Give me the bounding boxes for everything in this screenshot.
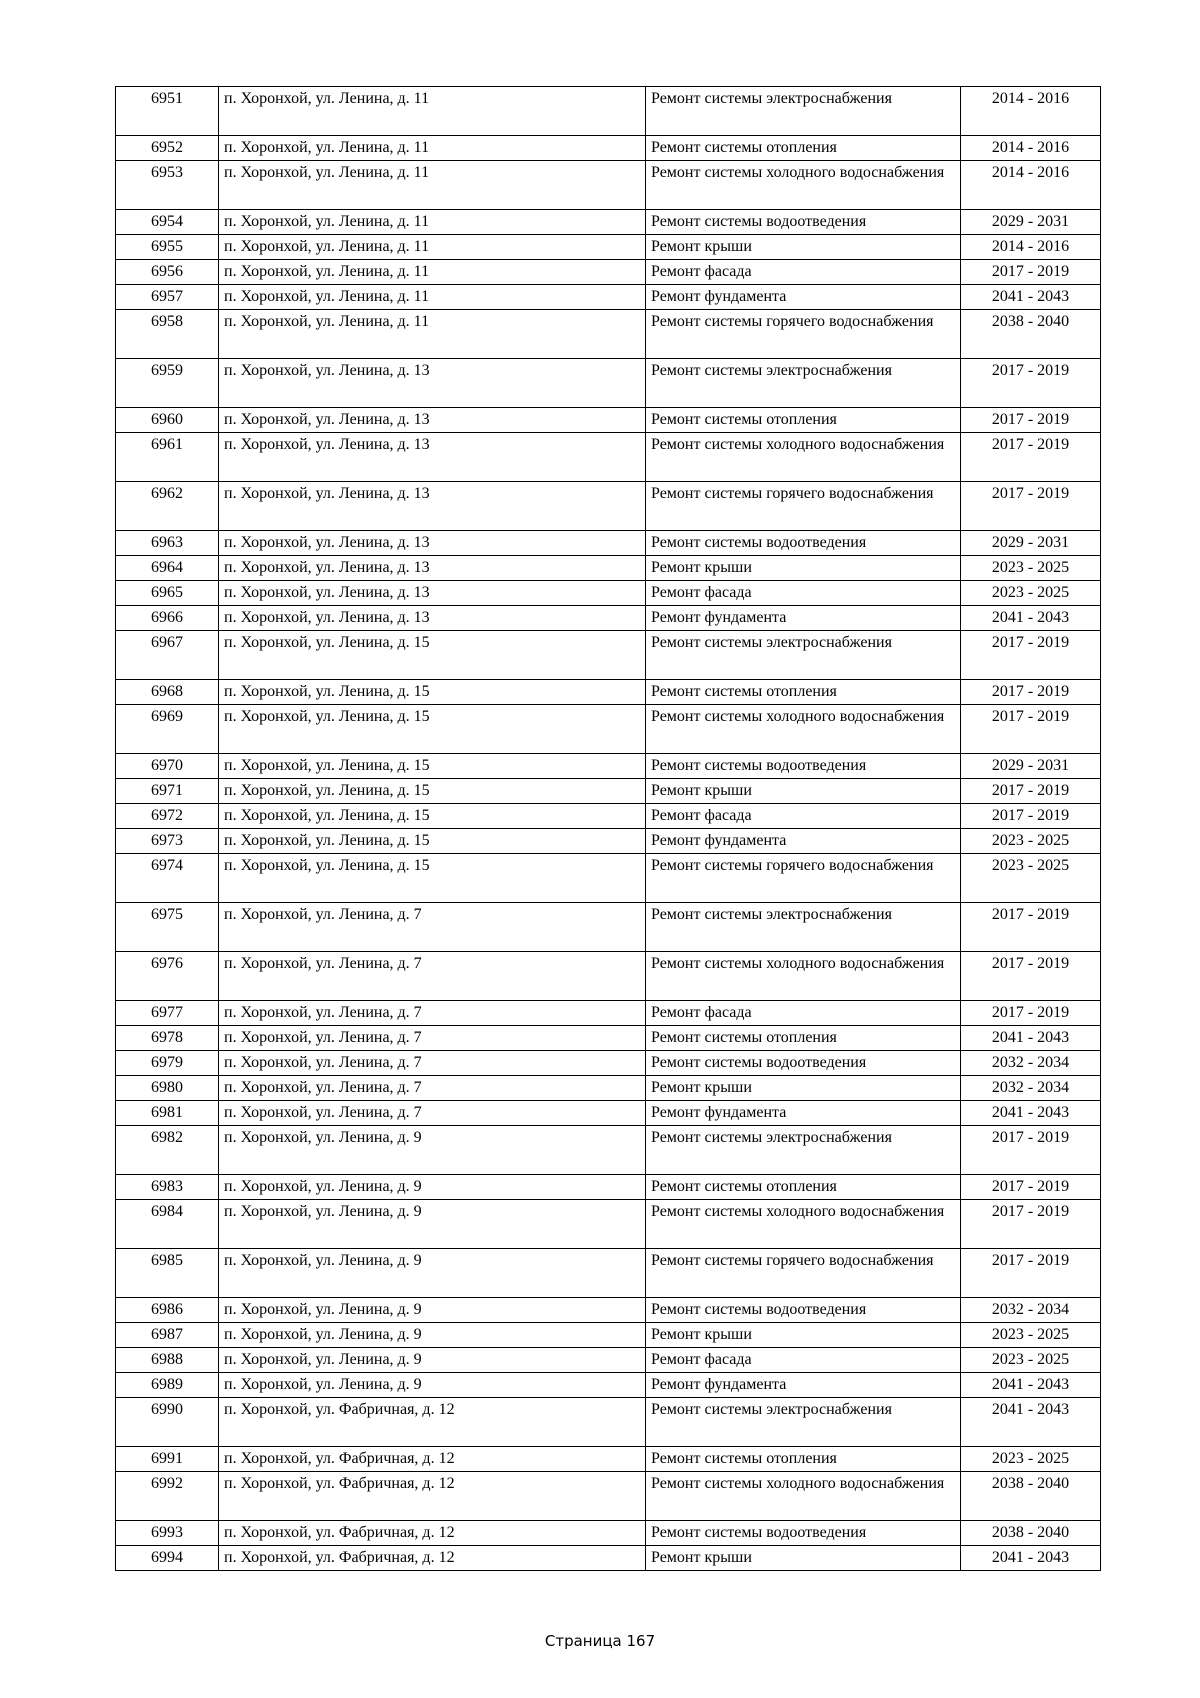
row-number-cell: 6981 bbox=[116, 1101, 219, 1126]
period-cell: 2014 - 2016 bbox=[961, 161, 1101, 210]
table-row bbox=[116, 779, 1101, 804]
period-cell: 2023 - 2025 bbox=[961, 854, 1101, 903]
table-row bbox=[116, 1546, 1101, 1571]
table-row bbox=[116, 581, 1101, 606]
row-number-cell: 6984 bbox=[116, 1200, 219, 1249]
row-number-cell: 6976 bbox=[116, 952, 219, 1001]
period-cell: 2017 - 2019 bbox=[961, 804, 1101, 829]
period-cell: 2014 - 2016 bbox=[961, 87, 1101, 136]
table-row bbox=[116, 1323, 1101, 1348]
address-cell: п. Хоронхой, ул. Ленина, д. 9 bbox=[219, 1249, 646, 1298]
table-row bbox=[116, 359, 1101, 408]
table-row bbox=[116, 433, 1101, 482]
row-number-cell: 6971 bbox=[116, 779, 219, 804]
address-cell: п. Хоронхой, ул. Ленина, д. 15 bbox=[219, 779, 646, 804]
row-number-cell: 6986 bbox=[116, 1298, 219, 1323]
row-number-cell: 6994 bbox=[116, 1546, 219, 1571]
table-row bbox=[116, 1051, 1101, 1076]
table-body bbox=[116, 87, 1101, 1571]
work-type-cell: Ремонт системы электроснабжения bbox=[646, 1126, 961, 1175]
address-cell: п. Хоронхой, ул. Ленина, д. 9 bbox=[219, 1175, 646, 1200]
table-row bbox=[116, 1175, 1101, 1200]
period-cell: 2017 - 2019 bbox=[961, 779, 1101, 804]
address-cell: п. Хоронхой, ул. Ленина, д. 11 bbox=[219, 260, 646, 285]
table-row bbox=[116, 482, 1101, 531]
work-type-cell: Ремонт системы водоотведения bbox=[646, 754, 961, 779]
address-cell: п. Хоронхой, ул. Ленина, д. 11 bbox=[219, 310, 646, 359]
row-number-cell: 6957 bbox=[116, 285, 219, 310]
row-number-cell: 6974 bbox=[116, 854, 219, 903]
work-type-cell: Ремонт системы водоотведения bbox=[646, 1051, 961, 1076]
address-cell: п. Хоронхой, ул. Ленина, д. 15 bbox=[219, 705, 646, 754]
repair-schedule-table bbox=[115, 86, 1101, 1571]
row-number-cell: 6952 bbox=[116, 136, 219, 161]
work-type-cell: Ремонт системы водоотведения bbox=[646, 1521, 961, 1546]
table-row bbox=[116, 556, 1101, 581]
row-number-cell: 6955 bbox=[116, 235, 219, 260]
period-cell: 2023 - 2025 bbox=[961, 556, 1101, 581]
table-row bbox=[116, 235, 1101, 260]
address-cell: п. Хоронхой, ул. Ленина, д. 11 bbox=[219, 161, 646, 210]
period-cell: 2017 - 2019 bbox=[961, 631, 1101, 680]
period-cell: 2017 - 2019 bbox=[961, 1001, 1101, 1026]
work-type-cell: Ремонт крыши bbox=[646, 779, 961, 804]
work-type-cell: Ремонт крыши bbox=[646, 1323, 961, 1348]
table-row bbox=[116, 531, 1101, 556]
address-cell: п. Хоронхой, ул. Ленина, д. 9 bbox=[219, 1200, 646, 1249]
period-cell: 2017 - 2019 bbox=[961, 433, 1101, 482]
address-cell: п. Хоронхой, ул. Фабричная, д. 12 bbox=[219, 1398, 646, 1447]
period-cell: 2038 - 2040 bbox=[961, 1521, 1101, 1546]
work-type-cell: Ремонт системы отопления bbox=[646, 1026, 961, 1051]
table-row bbox=[116, 1200, 1101, 1249]
table-row bbox=[116, 136, 1101, 161]
address-cell: п. Хоронхой, ул. Ленина, д. 11 bbox=[219, 87, 646, 136]
address-cell: п. Хоронхой, ул. Ленина, д. 11 bbox=[219, 136, 646, 161]
work-type-cell: Ремонт фасада bbox=[646, 1001, 961, 1026]
address-cell: п. Хоронхой, ул. Ленина, д. 11 bbox=[219, 210, 646, 235]
table-row bbox=[116, 829, 1101, 854]
address-cell: п. Хоронхой, ул. Ленина, д. 13 bbox=[219, 359, 646, 408]
row-number-cell: 6953 bbox=[116, 161, 219, 210]
address-cell: п. Хоронхой, ул. Ленина, д. 7 bbox=[219, 952, 646, 1001]
work-type-cell: Ремонт фундамента bbox=[646, 285, 961, 310]
row-number-cell: 6982 bbox=[116, 1126, 219, 1175]
table-row bbox=[116, 1348, 1101, 1373]
period-cell: 2017 - 2019 bbox=[961, 1200, 1101, 1249]
table-row bbox=[116, 1472, 1101, 1521]
table-row bbox=[116, 1249, 1101, 1298]
period-cell: 2023 - 2025 bbox=[961, 1348, 1101, 1373]
address-cell: п. Хоронхой, ул. Ленина, д. 15 bbox=[219, 754, 646, 779]
period-cell: 2017 - 2019 bbox=[961, 1249, 1101, 1298]
address-cell: п. Хоронхой, ул. Фабричная, д. 12 bbox=[219, 1472, 646, 1521]
work-type-cell: Ремонт системы горячего водоснабжения bbox=[646, 1249, 961, 1298]
row-number-cell: 6980 bbox=[116, 1076, 219, 1101]
row-number-cell: 6963 bbox=[116, 531, 219, 556]
address-cell: п. Хоронхой, ул. Ленина, д. 9 bbox=[219, 1323, 646, 1348]
work-type-cell: Ремонт системы горячего водоснабжения bbox=[646, 854, 961, 903]
work-type-cell: Ремонт крыши bbox=[646, 235, 961, 260]
row-number-cell: 6962 bbox=[116, 482, 219, 531]
row-number-cell: 6959 bbox=[116, 359, 219, 408]
work-type-cell: Ремонт системы холодного водоснабжения bbox=[646, 952, 961, 1001]
table-row bbox=[116, 631, 1101, 680]
work-type-cell: Ремонт фундамента bbox=[646, 1373, 961, 1398]
work-type-cell: Ремонт системы электроснабжения bbox=[646, 87, 961, 136]
work-type-cell: Ремонт крыши bbox=[646, 556, 961, 581]
period-cell: 2017 - 2019 bbox=[961, 705, 1101, 754]
row-number-cell: 6956 bbox=[116, 260, 219, 285]
work-type-cell: Ремонт системы отопления bbox=[646, 408, 961, 433]
period-cell: 2041 - 2043 bbox=[961, 285, 1101, 310]
work-type-cell: Ремонт системы электроснабжения bbox=[646, 631, 961, 680]
address-cell: п. Хоронхой, ул. Ленина, д. 15 bbox=[219, 680, 646, 705]
address-cell: п. Хоронхой, ул. Ленина, д. 13 bbox=[219, 556, 646, 581]
row-number-cell: 6992 bbox=[116, 1472, 219, 1521]
table-row bbox=[116, 1521, 1101, 1546]
work-type-cell: Ремонт системы отопления bbox=[646, 136, 961, 161]
period-cell: 2023 - 2025 bbox=[961, 1323, 1101, 1348]
address-cell: п. Хоронхой, ул. Ленина, д. 15 bbox=[219, 854, 646, 903]
address-cell: п. Хоронхой, ул. Ленина, д. 9 bbox=[219, 1298, 646, 1323]
table-row bbox=[116, 854, 1101, 903]
address-cell: п. Хоронхой, ул. Ленина, д. 7 bbox=[219, 1001, 646, 1026]
address-cell: п. Хоронхой, ул. Ленина, д. 13 bbox=[219, 531, 646, 556]
address-cell: п. Хоронхой, ул. Фабричная, д. 12 bbox=[219, 1521, 646, 1546]
work-type-cell: Ремонт системы отопления bbox=[646, 1447, 961, 1472]
table-row bbox=[116, 606, 1101, 631]
period-cell: 2017 - 2019 bbox=[961, 680, 1101, 705]
address-cell: п. Хоронхой, ул. Фабричная, д. 12 bbox=[219, 1447, 646, 1472]
period-cell: 2029 - 2031 bbox=[961, 531, 1101, 556]
row-number-cell: 6960 bbox=[116, 408, 219, 433]
period-cell: 2017 - 2019 bbox=[961, 408, 1101, 433]
period-cell: 2029 - 2031 bbox=[961, 210, 1101, 235]
period-cell: 2017 - 2019 bbox=[961, 1126, 1101, 1175]
row-number-cell: 6985 bbox=[116, 1249, 219, 1298]
row-number-cell: 6977 bbox=[116, 1001, 219, 1026]
row-number-cell: 6968 bbox=[116, 680, 219, 705]
address-cell: п. Хоронхой, ул. Ленина, д. 13 bbox=[219, 482, 646, 531]
table-row bbox=[116, 1447, 1101, 1472]
table-row bbox=[116, 680, 1101, 705]
work-type-cell: Ремонт системы электроснабжения bbox=[646, 903, 961, 952]
work-type-cell: Ремонт системы горячего водоснабжения bbox=[646, 310, 961, 359]
row-number-cell: 6965 bbox=[116, 581, 219, 606]
address-cell: п. Хоронхой, ул. Ленина, д. 13 bbox=[219, 433, 646, 482]
work-type-cell: Ремонт системы холодного водоснабжения bbox=[646, 705, 961, 754]
row-number-cell: 6983 bbox=[116, 1175, 219, 1200]
row-number-cell: 6961 bbox=[116, 433, 219, 482]
table-row bbox=[116, 408, 1101, 433]
work-type-cell: Ремонт системы холодного водоснабжения bbox=[646, 1200, 961, 1249]
row-number-cell: 6969 bbox=[116, 705, 219, 754]
work-type-cell: Ремонт системы холодного водоснабжения bbox=[646, 1472, 961, 1521]
period-cell: 2038 - 2040 bbox=[961, 310, 1101, 359]
address-cell: п. Хоронхой, ул. Ленина, д. 7 bbox=[219, 1026, 646, 1051]
address-cell: п. Хоронхой, ул. Ленина, д. 7 bbox=[219, 903, 646, 952]
address-cell: п. Хоронхой, ул. Ленина, д. 11 bbox=[219, 235, 646, 260]
address-cell: п. Хоронхой, ул. Ленина, д. 15 bbox=[219, 631, 646, 680]
period-cell: 2041 - 2043 bbox=[961, 1398, 1101, 1447]
period-cell: 2023 - 2025 bbox=[961, 829, 1101, 854]
row-number-cell: 6972 bbox=[116, 804, 219, 829]
work-type-cell: Ремонт системы холодного водоснабжения bbox=[646, 161, 961, 210]
period-cell: 2041 - 2043 bbox=[961, 1546, 1101, 1571]
row-number-cell: 6954 bbox=[116, 210, 219, 235]
row-number-cell: 6973 bbox=[116, 829, 219, 854]
table-row bbox=[116, 903, 1101, 952]
work-type-cell: Ремонт фасада bbox=[646, 260, 961, 285]
work-type-cell: Ремонт системы отопления bbox=[646, 1175, 961, 1200]
table-row bbox=[116, 87, 1101, 136]
work-type-cell: Ремонт крыши bbox=[646, 1546, 961, 1571]
table-row bbox=[116, 1076, 1101, 1101]
row-number-cell: 6958 bbox=[116, 310, 219, 359]
page-number: Страница 167 bbox=[544, 1632, 656, 1650]
work-type-cell: Ремонт фундамента bbox=[646, 606, 961, 631]
period-cell: 2041 - 2043 bbox=[961, 1373, 1101, 1398]
period-cell: 2038 - 2040 bbox=[961, 1472, 1101, 1521]
table-row bbox=[116, 260, 1101, 285]
table-row bbox=[116, 161, 1101, 210]
period-cell: 2017 - 2019 bbox=[961, 260, 1101, 285]
address-cell: п. Хоронхой, ул. Ленина, д. 13 bbox=[219, 581, 646, 606]
address-cell: п. Хоронхой, ул. Ленина, д. 11 bbox=[219, 285, 646, 310]
table-row bbox=[116, 210, 1101, 235]
table-row bbox=[116, 804, 1101, 829]
table-row bbox=[116, 1126, 1101, 1175]
table-row bbox=[116, 1298, 1101, 1323]
work-type-cell: Ремонт системы холодного водоснабжения bbox=[646, 433, 961, 482]
address-cell: п. Хоронхой, ул. Ленина, д. 13 bbox=[219, 606, 646, 631]
work-type-cell: Ремонт фасада bbox=[646, 804, 961, 829]
address-cell: п. Хоронхой, ул. Ленина, д. 13 bbox=[219, 408, 646, 433]
table-row bbox=[116, 952, 1101, 1001]
period-cell: 2041 - 2043 bbox=[961, 1026, 1101, 1051]
period-cell: 2017 - 2019 bbox=[961, 359, 1101, 408]
row-number-cell: 6975 bbox=[116, 903, 219, 952]
table-row bbox=[116, 1101, 1101, 1126]
row-number-cell: 6988 bbox=[116, 1348, 219, 1373]
address-cell: п. Хоронхой, ул. Ленина, д. 9 bbox=[219, 1373, 646, 1398]
work-type-cell: Ремонт системы отопления bbox=[646, 680, 961, 705]
period-cell: 2032 - 2034 bbox=[961, 1298, 1101, 1323]
row-number-cell: 6987 bbox=[116, 1323, 219, 1348]
address-cell: п. Хоронхой, ул. Ленина, д. 9 bbox=[219, 1348, 646, 1373]
period-cell: 2032 - 2034 bbox=[961, 1051, 1101, 1076]
period-cell: 2032 - 2034 bbox=[961, 1076, 1101, 1101]
row-number-cell: 6966 bbox=[116, 606, 219, 631]
period-cell: 2023 - 2025 bbox=[961, 1447, 1101, 1472]
row-number-cell: 6979 bbox=[116, 1051, 219, 1076]
address-cell: п. Хоронхой, ул. Ленина, д. 7 bbox=[219, 1101, 646, 1126]
work-type-cell: Ремонт системы горячего водоснабжения bbox=[646, 482, 961, 531]
row-number-cell: 6967 bbox=[116, 631, 219, 680]
address-cell: п. Хоронхой, ул. Ленина, д. 9 bbox=[219, 1126, 646, 1175]
row-number-cell: 6951 bbox=[116, 87, 219, 136]
work-type-cell: Ремонт крыши bbox=[646, 1076, 961, 1101]
period-cell: 2017 - 2019 bbox=[961, 1175, 1101, 1200]
table-row bbox=[116, 705, 1101, 754]
work-type-cell: Ремонт системы водоотведения bbox=[646, 1298, 961, 1323]
table-row bbox=[116, 285, 1101, 310]
address-cell: п. Хоронхой, ул. Ленина, д. 15 bbox=[219, 829, 646, 854]
address-cell: п. Хоронхой, ул. Фабричная, д. 12 bbox=[219, 1546, 646, 1571]
period-cell: 2017 - 2019 bbox=[961, 952, 1101, 1001]
row-number-cell: 6991 bbox=[116, 1447, 219, 1472]
table-row bbox=[116, 754, 1101, 779]
work-type-cell: Ремонт фундамента bbox=[646, 829, 961, 854]
row-number-cell: 6989 bbox=[116, 1373, 219, 1398]
period-cell: 2017 - 2019 bbox=[961, 903, 1101, 952]
row-number-cell: 6993 bbox=[116, 1521, 219, 1546]
period-cell: 2029 - 2031 bbox=[961, 754, 1101, 779]
table-row bbox=[116, 1001, 1101, 1026]
address-cell: п. Хоронхой, ул. Ленина, д. 7 bbox=[219, 1076, 646, 1101]
row-number-cell: 6978 bbox=[116, 1026, 219, 1051]
work-type-cell: Ремонт системы водоотведения bbox=[646, 531, 961, 556]
period-cell: 2017 - 2019 bbox=[961, 482, 1101, 531]
address-cell: п. Хоронхой, ул. Ленина, д. 7 bbox=[219, 1051, 646, 1076]
period-cell: 2014 - 2016 bbox=[961, 136, 1101, 161]
work-type-cell: Ремонт фасада bbox=[646, 581, 961, 606]
row-number-cell: 6970 bbox=[116, 754, 219, 779]
work-type-cell: Ремонт фасада bbox=[646, 1348, 961, 1373]
period-cell: 2041 - 2043 bbox=[961, 1101, 1101, 1126]
table-row bbox=[116, 1373, 1101, 1398]
table-row bbox=[116, 1026, 1101, 1051]
work-type-cell: Ремонт фундамента bbox=[646, 1101, 961, 1126]
table-row bbox=[116, 310, 1101, 359]
work-type-cell: Ремонт системы водоотведения bbox=[646, 210, 961, 235]
table-row bbox=[116, 1398, 1101, 1447]
work-type-cell: Ремонт системы электроснабжения bbox=[646, 359, 961, 408]
address-cell: п. Хоронхой, ул. Ленина, д. 15 bbox=[219, 804, 646, 829]
period-cell: 2041 - 2043 bbox=[961, 606, 1101, 631]
row-number-cell: 6964 bbox=[116, 556, 219, 581]
work-type-cell: Ремонт системы электроснабжения bbox=[646, 1398, 961, 1447]
row-number-cell: 6990 bbox=[116, 1398, 219, 1447]
period-cell: 2023 - 2025 bbox=[961, 581, 1101, 606]
period-cell: 2014 - 2016 bbox=[961, 235, 1101, 260]
